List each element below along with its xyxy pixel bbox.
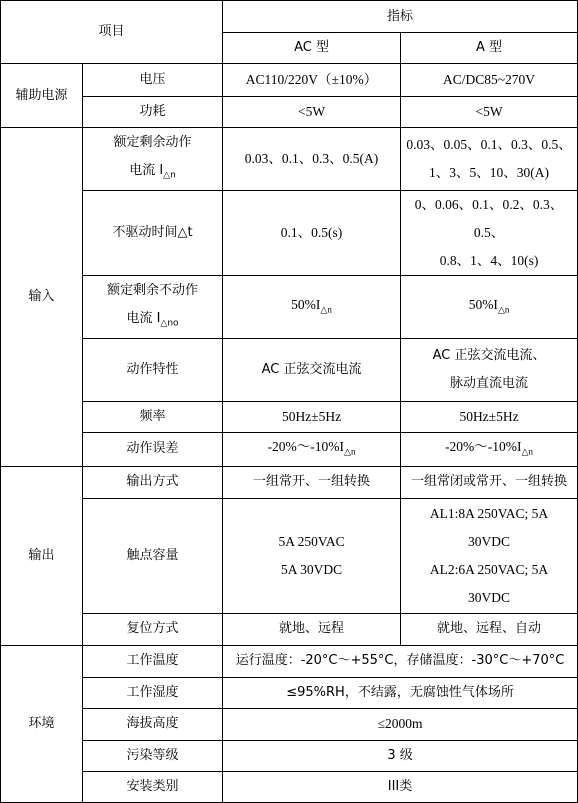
rated-residual-non-operating-a: $50\%I_{\triangle n}$: [401, 276, 578, 339]
frequency-a: 50Hz±5Hz: [401, 402, 578, 433]
working-humidity-value: ≤95%RH，不结露，无腐蚀性气体场所: [223, 677, 578, 708]
rated-residual-operating-ac: 0.03、0.1、0.3、0.5(A): [223, 128, 401, 191]
rated-residual-non-operating-ac: $50\%I_{\triangle n}$: [223, 276, 401, 339]
contact-capacity-ac: 5A 250VAC 5A 30VDC: [223, 498, 401, 613]
operating-characteristic-ac: AC 正弦交流电流: [223, 339, 401, 402]
rated-residual-operating-a: 0.03、0.05、0.1、0.3、0.5、 1、3、5、10、30(A): [401, 128, 578, 191]
row-label-rated-residual-non-operating: 额定剩余不动作 电流 $I_{\triangle no}$: [83, 276, 223, 339]
output-mode-a: 一组常闭或常开、一组转换: [401, 466, 578, 498]
row-label-voltage: 电压: [83, 64, 223, 97]
non-driving-time-a: 0、0.06、0.1、0.2、0.3、0.5、 0.8、1、4、10(s): [401, 191, 578, 276]
row-label-rated-residual-operating: 额定剩余动作 电流 $I_{\triangle n}$: [83, 128, 223, 191]
row-label-output-mode: 输出方式: [83, 466, 223, 498]
operating-error-ac: $-20\%\sim-10\%I_{\triangle n}$: [223, 433, 401, 467]
operating-characteristic-a: AC 正弦交流电流、 脉动直流电流: [401, 339, 578, 402]
row-label-frequency: 频率: [83, 402, 223, 433]
group-aux-power: 辅助电源: [1, 64, 83, 128]
installation-category-value: III类: [223, 771, 578, 802]
voltage-ac: AC110/220V（±10%）: [223, 64, 401, 97]
working-temperature-value: 运行温度：-20°C～+55°C，存储温度：-30°C～+70°C: [223, 645, 578, 677]
power-a: <5W: [401, 97, 578, 128]
power-ac: <5W: [223, 97, 401, 128]
row-label-working-humidity: 工作湿度: [83, 677, 223, 708]
header-indicator: 指标: [223, 1, 578, 33]
row-label-reset-mode: 复位方式: [83, 613, 223, 645]
reset-mode-a: 就地、远程、自动: [401, 613, 578, 645]
operating-error-a: $-20\%\sim-10\%I_{\triangle n}$: [401, 433, 578, 467]
row-label-working-temperature: 工作温度: [83, 645, 223, 677]
row-label-operating-error: 动作误差: [83, 433, 223, 467]
output-mode-ac: 一组常开、一组转换: [223, 466, 401, 498]
voltage-a: AC/DC85~270V: [401, 64, 578, 97]
reset-mode-ac: 就地、远程: [223, 613, 401, 645]
row-label-pollution-level: 污染等级: [83, 740, 223, 771]
non-driving-time-ac: 0.1、0.5(s): [223, 191, 401, 276]
row-label-installation-category: 安装类别: [83, 771, 223, 802]
row-label-non-driving-time: 不驱动时间△t: [83, 191, 223, 276]
pollution-level-value: 3 级: [223, 740, 578, 771]
altitude-value: ≤2000m: [223, 708, 578, 740]
row-label-contact-capacity: 触点容量: [83, 498, 223, 613]
frequency-ac: 50Hz±5Hz: [223, 402, 401, 433]
row-label-operating-characteristic: 动作特性: [83, 339, 223, 402]
header-a-type: A 型: [401, 33, 578, 64]
row-label-power: 功耗: [83, 97, 223, 128]
header-item: 项目: [1, 1, 223, 64]
row-label-altitude: 海拔高度: [83, 708, 223, 740]
group-output: 输出: [1, 466, 83, 645]
contact-capacity-a: AL1:8A 250VAC; 5A 30VDC AL2:6A 250VAC; 5A 30VDC: [401, 498, 578, 613]
header-ac-type: AC 型: [223, 33, 401, 64]
group-input: 输入: [1, 128, 83, 467]
group-environment: 环境: [1, 645, 83, 802]
